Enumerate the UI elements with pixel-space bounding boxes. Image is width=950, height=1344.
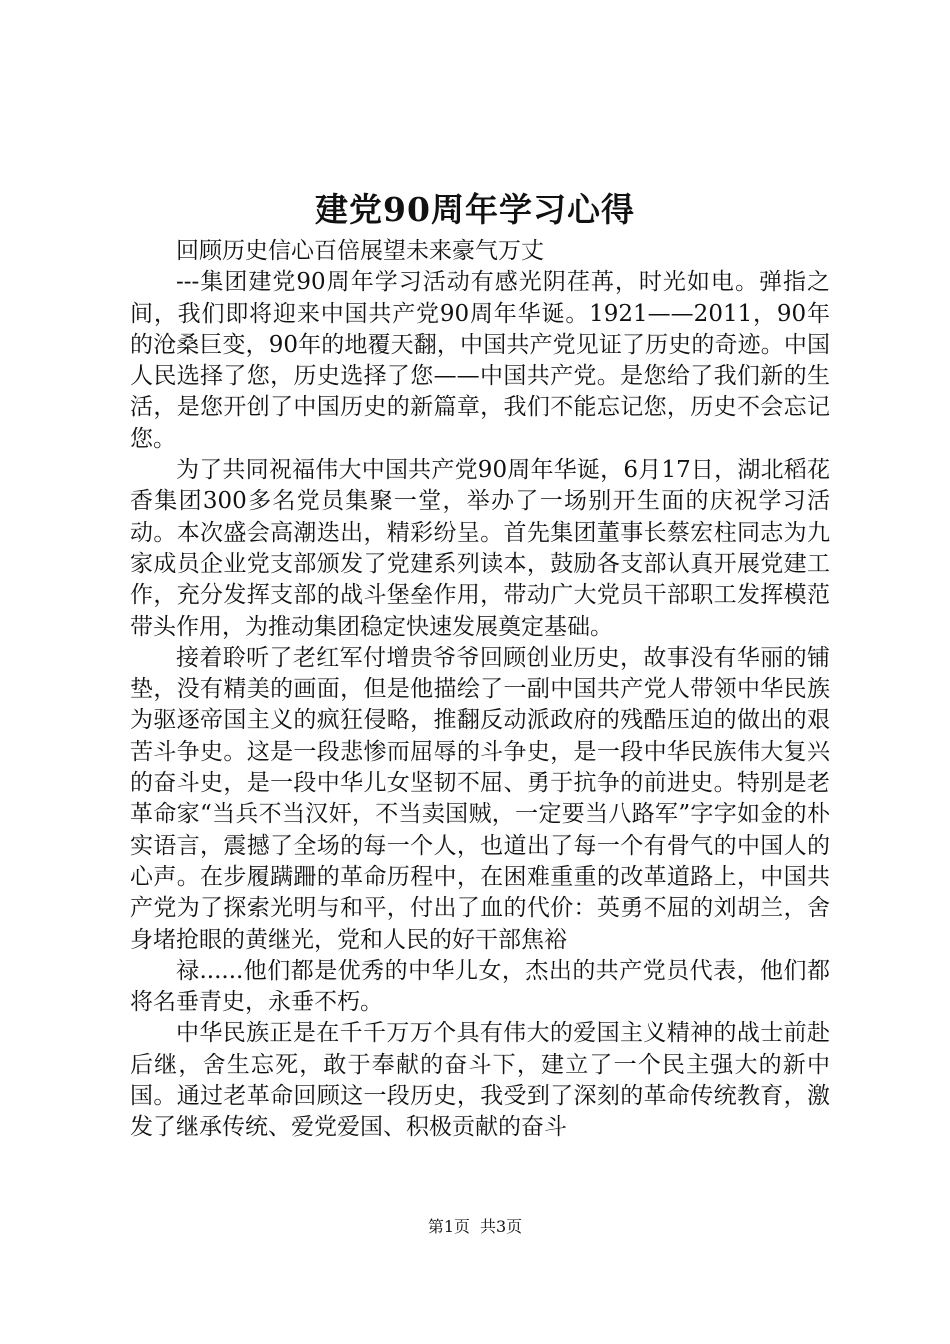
page-number: 第1页 — [427, 1217, 470, 1236]
paragraph: 中华民族正是在千千万万个具有伟大的爱国主义精神的战士前赴后继，舍生忘死，敢于奉献的奋斗下，建立了一个民主强大的新中国。通过老革命回顾这一段历史，我受到了深刻的革命传统教育，激发了继承传统、爱党爱国、积极贡献的奋斗 — [130, 1020, 830, 1141]
paragraph-subtitle: 回顾历史信心百倍展望未来豪气万丈 — [176, 238, 544, 264]
page-total: 共3页 — [480, 1217, 523, 1236]
paragraph: 为了共同祝福伟大中国共产党90周年华诞，6月17日，湖北稻花香集团300多名党员集聚一堂，举办了一场别开生面的庆祝学习活动。本次盛会高潮迭出，精彩纷呈。首先集团董事长蔡宏柱同志为九家成员企业党支部颁发了党建系列读本，鼓励各支部认真开展党建工作，充分发挥支部的战斗堡垒作用，带动广大党员干部职工发挥模范带头作用，为推动集团稳定快速发展奠定基础。 — [130, 457, 830, 640]
paragraph: 禄......他们都是优秀的中华儿女，杰出的共产党员代表，他们都将名垂青史，永垂不朽。 — [130, 957, 830, 1016]
document-body — [130, 236, 830, 1144]
paragraph: 接着聆听了老红军付增贵爷爷回顾创业历史，故事没有华丽的铺垫，没有精美的画面，但是他描绘了一副中国共产党人带领中华民族为驱逐帝国主义的疯狂侵略，推翻反动派政府的残酷压迫的做出的艰苦斗争史。这是一段悲惨而屈辱的斗争史，是一段中华民族伟大复兴的奋斗史，是一段中华儿女坚韧不屈、勇于抗争的前进史。特别是老革命家“当兵不当汉奸，不当卖国贼，一定要当八路军”字字如金的朴实语言，震撼了全场的每一个人，也道出了每一个有骨气的中国人的心声。在步履蹒跚的革命历程中，在困难重重的改革道路上，中国共产党为了探索光明与和平，付出了血的代价：英勇不屈的刘胡兰，舍身堵抢眼的黄继光，党和人民的好干部焦裕 — [130, 644, 830, 953]
page-footer — [0, 1216, 950, 1238]
paragraph: ---集团建党90周年学习活动有感光阴荏苒，时光如电。弹指之间，我们即将迎来中国共产党90周年华诞。1921——2011，90年的沧桑巨变，90年的地覆天翻，中国共产党见证了历史的奇迹。中国人民选择了您，历史选择了您——中国共产党。是您给了我们新的生活，是您开创了中国历史的新篇章，我们不能忘记您，历史不会忘记您。 — [130, 269, 830, 452]
document-title: 建党90周年学习心得 — [315, 190, 635, 229]
